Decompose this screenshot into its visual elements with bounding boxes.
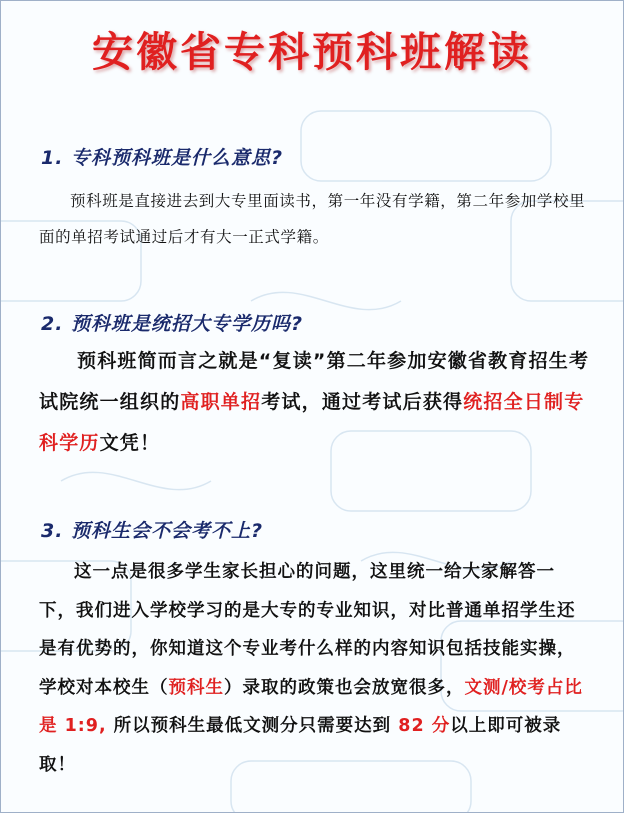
section-3-text: 以上即可被录取！ (39, 716, 562, 775)
section-2-body (39, 341, 591, 464)
highlight-score: 82 分 (398, 716, 451, 736)
section-2-text: 预科班简而言之就是“复读”第二年参加安徽省教育招生考试院统一组织的 (39, 350, 590, 413)
section-2-text: 考试，通过考试后获得 (261, 391, 464, 413)
section-1-heading: 1. 专科预科班是什么意思? (41, 147, 284, 169)
section-3-text: 这一点是很多学生家长担心的问题，这里统一给大家解答一下，我们进入学校学习的是大专的专业知识，对比普通单招学生还是有优势的，你知道这个专业考什么样的内容知识包括技能实操，学校对本校生（ (39, 562, 576, 698)
section-3-heading: 3. 预科生会不会考不上? (41, 520, 264, 542)
section-1-body (39, 183, 591, 255)
section-3-body (39, 553, 591, 784)
section-3-text: ）录取的政策也会放宽很多， (224, 677, 465, 698)
page-title: 安徽省专科预科班解读 (92, 28, 532, 76)
section-2-text: 文凭！ (99, 432, 161, 454)
highlight-tongzhao-xueli: 统招全日制专科学历 (39, 391, 585, 454)
section-1-text: 预科班是直接进去到大专里面读书，第一年没有学籍，第二年参加学校里面的单招考试通过后才有大一正式学籍。 (39, 192, 586, 246)
section-3-text: 所以预科生最低文测分只需要达到 (106, 716, 399, 736)
highlight-ratio: 文测/校考占比是 1:9, (39, 677, 583, 736)
highlight-yukesheng: 预科生 (168, 677, 224, 698)
highlight-gaozhi-danzhao: 高职单招 (180, 391, 262, 413)
section-2-heading: 2. 预科班是统招大专学历吗? (41, 313, 304, 335)
